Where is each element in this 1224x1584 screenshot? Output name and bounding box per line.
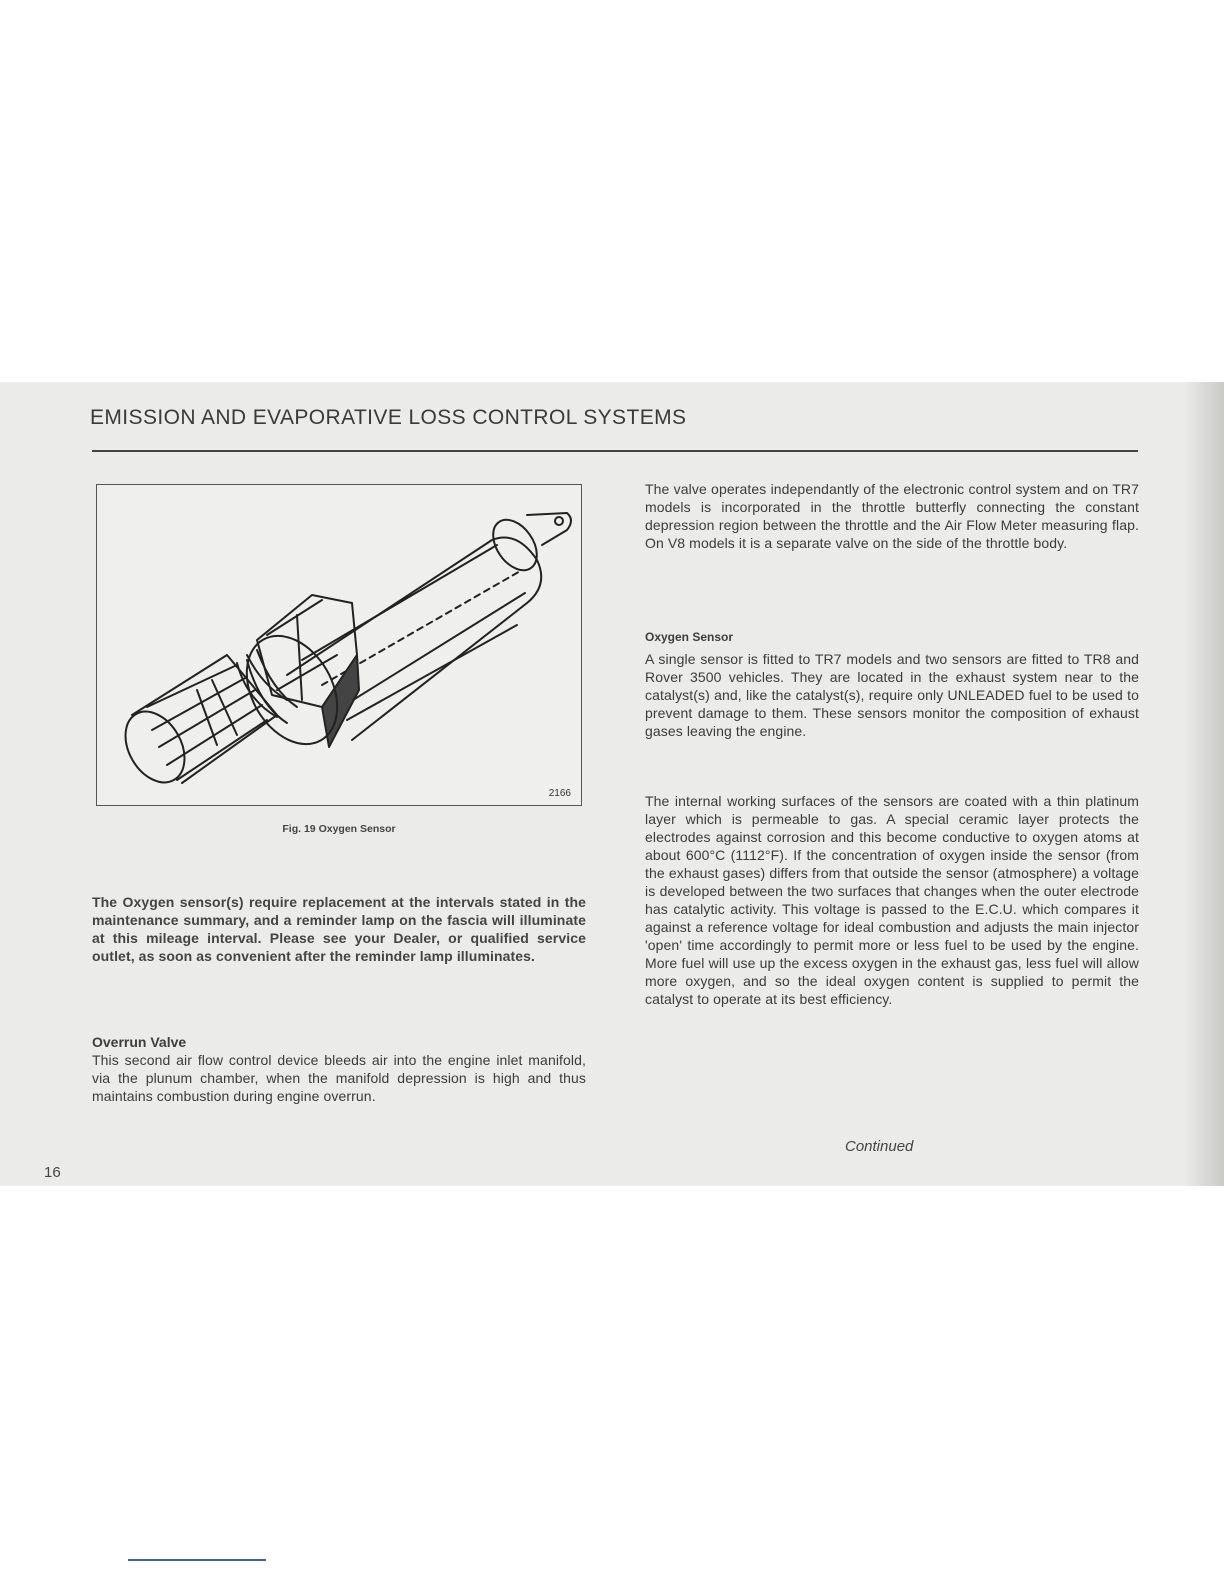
overrun-valve-text: This second air flow control device bleeds air into the engine inlet manifold, via the plunum chamber, when the manifold depression is high and thus maintains combustion during engine overrun.: [92, 1052, 586, 1104]
left-column: [92, 893, 586, 965]
oxygen-sensor-section: [645, 628, 1139, 740]
bottom-divider: [128, 1559, 266, 1561]
page-edge-shadow: [1184, 382, 1224, 1186]
replacement-notice: The Oxygen sensor(s) require replacement at the intervals stated in the maintenance summary, and a reminder lamp on the fascia will illuminate at this mileage interval. Please see your Dealer, or qualified service outlet, as soon as convenient after the reminder lamp illuminates.: [92, 894, 586, 964]
valve-operation-text: The valve operates independantly of the electronic control system and on TR7 models is incorporated in the throttle butterfly connecting the constant depression region between the throttle and the Air Flow Meter measuring flap. On V8 models it is a separate valve on the side of the throttle body.: [645, 481, 1139, 551]
figure-oxygen-sensor: [96, 484, 582, 806]
continued-label: Continued: [845, 1138, 914, 1155]
overrun-valve-section: [92, 1033, 586, 1105]
page-title: EMISSION AND EVAPORATIVE LOSS CONTROL SYSTEMS: [90, 406, 687, 429]
sensor-internals-section: [645, 792, 1139, 1008]
figure-caption: Fig. 19 Oxygen Sensor: [282, 823, 396, 835]
header-divider: [92, 450, 1138, 452]
overrun-valve-heading: Overrun Valve: [92, 1034, 187, 1050]
page-number: 16: [44, 1164, 61, 1181]
oxygen-sensor-illustration: [97, 485, 583, 807]
oxygen-sensor-text: A single sensor is fitted to TR7 models and two sensors are fitted to TR8 and Rover 3500 vehicles. They are located in the exhaust system near to the catalyst(s) and, like the catalyst(s), require only UNLEADED fuel to be used to prevent damage to them. These sensors monitor the composition of exhaust gases leaving the engine.: [645, 651, 1139, 739]
right-column: [645, 480, 1139, 552]
sensor-internals-text: The internal working surfaces of the sensors are coated with a thin platinum layer which is permeable to gas. A special ceramic layer protects the electrodes against corrosion and this become conductive to oxygen atoms at about 600°C (1112°F). If the concentration of oxygen inside the sensor (from the exhaust gases) differs from that outside the sensor (atmosphere) a voltage is developed between the two surfaces that changes when the outer electrode has catalytic activity. This voltage is passed to the E.C.U. which compares it against a reference voltage for ideal combustion and adjusts the main injector 'open' time accordingly to permit more or less fuel to be used by the engine. More fuel will use up the excess oxygen in the exhaust gas, less fuel will allow more oxygen, and so the ideal oxygen content is supplied to permit the catalyst to operate at its best efficiency.: [645, 793, 1139, 1007]
figure-number: 2166: [548, 788, 571, 799]
oxygen-sensor-heading: Oxygen Sensor: [645, 630, 734, 644]
